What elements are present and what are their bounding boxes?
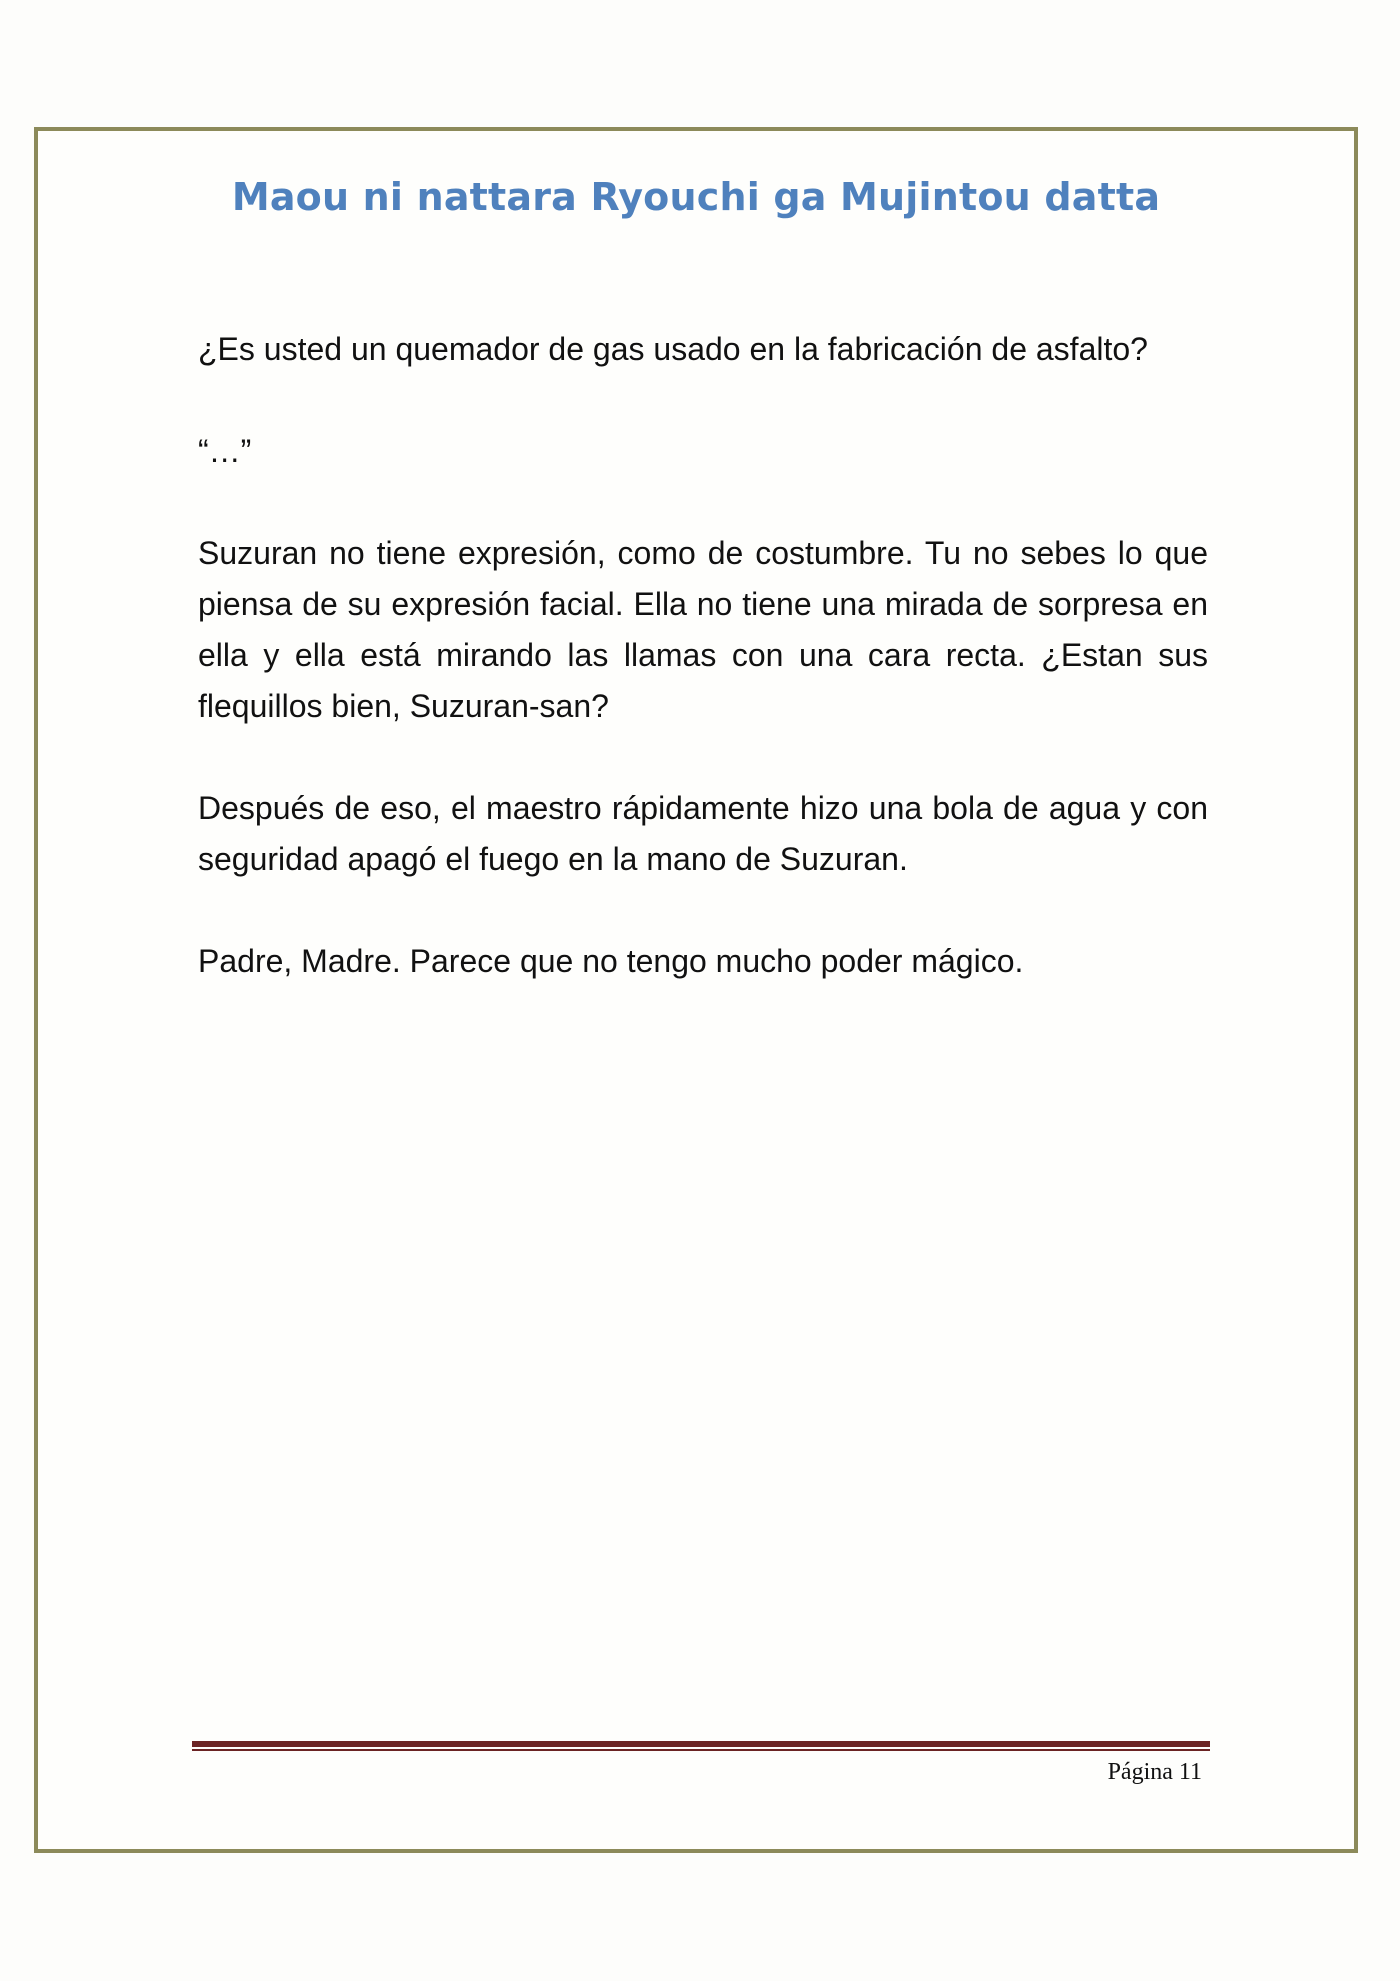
paragraph-4: Después de eso, el maestro rápidamente hizo una bola de agua y con seguridad apagó el fuego en la mano de Suzuran. (198, 790, 1208, 877)
page-frame (34, 127, 1358, 1853)
page-number: Página 11 (1107, 1759, 1202, 1785)
paragraph-5: Padre, Madre. Parece que no tengo mucho poder mágico. (198, 943, 1024, 979)
document-title: Maou ni nattara Ryouchi ga Mujintou datta (231, 175, 1161, 219)
footer-divider-thin (192, 1749, 1210, 1751)
paragraph-2: “…” (198, 433, 252, 469)
document-body (198, 324, 1208, 1038)
paragraph-3: Suzuran no tiene expresión, como de costumbre. Tu no sebes lo que piensa de su expresión facial. Ella no tiene una mirada de sorpresa en ella y ella está mirando las llamas con una cara recta. ¿Estan sus flequillos bien, Suzuran-san? (198, 535, 1208, 724)
footer-divider-thick (192, 1741, 1210, 1747)
paragraph-1: ¿Es usted un quemador de gas usado en la fabricación de asfalto? (198, 331, 1148, 367)
